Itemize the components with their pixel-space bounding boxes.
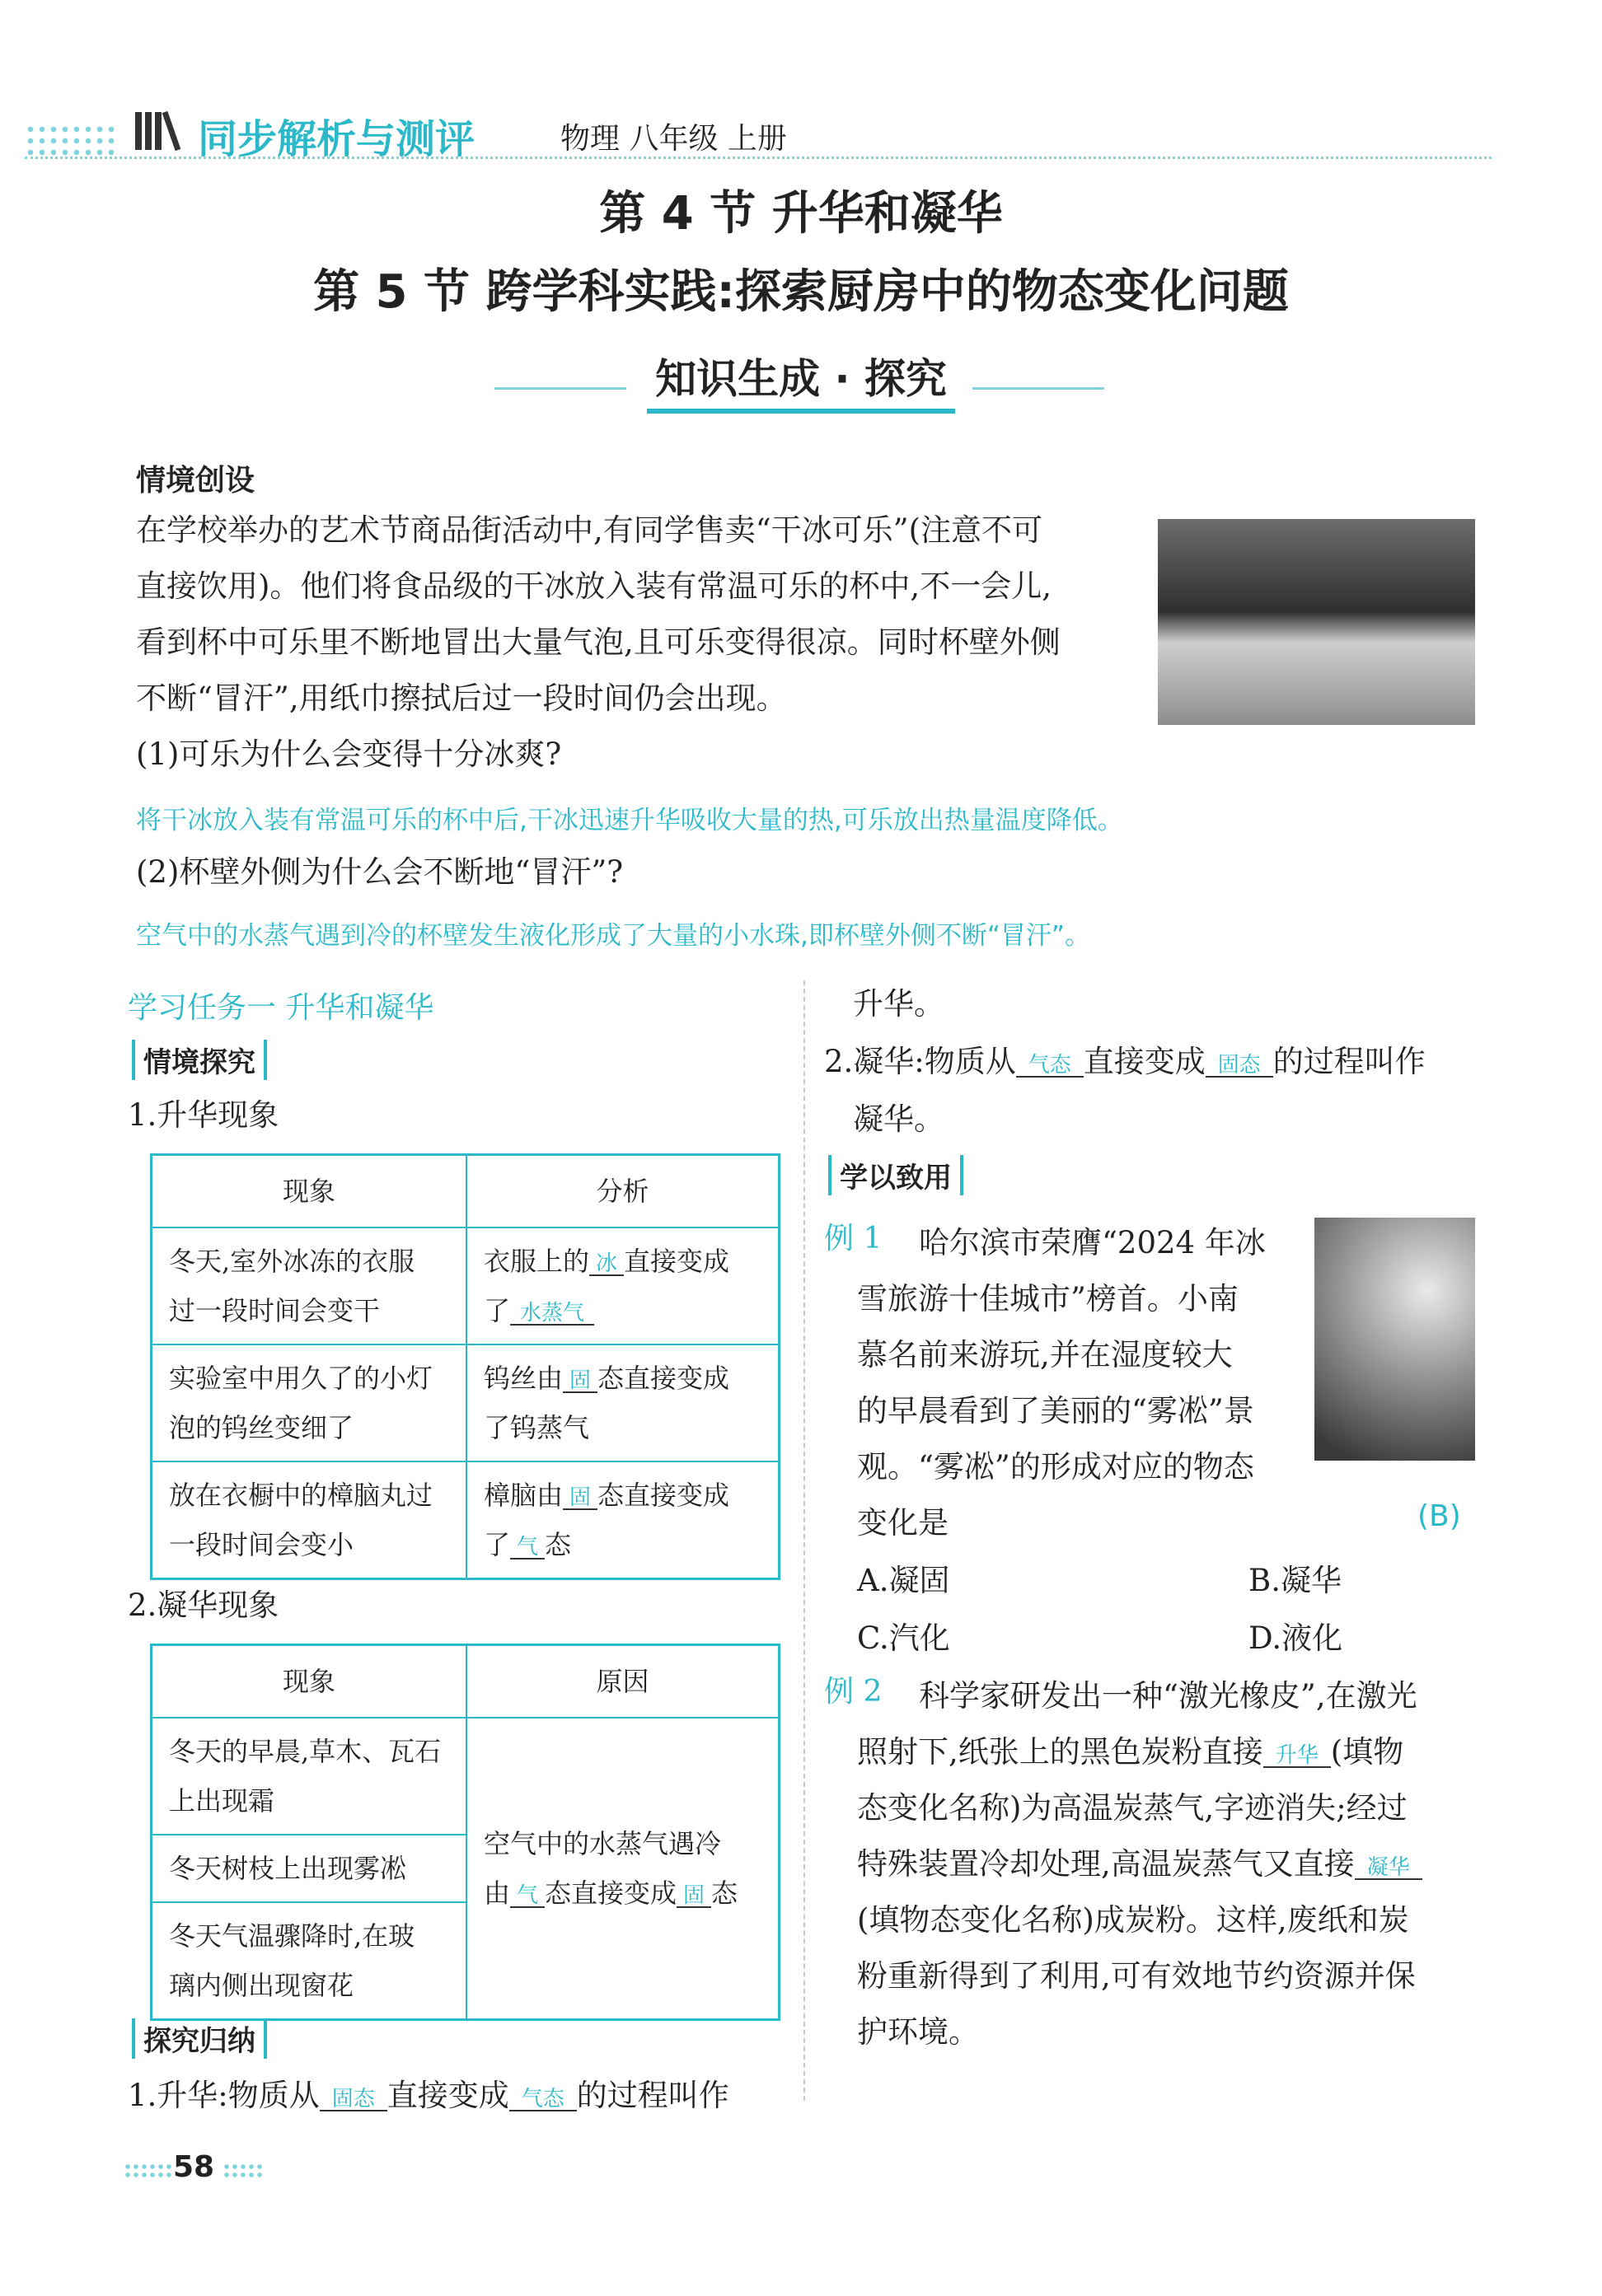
footer-dots: [124, 2163, 173, 2179]
option-c: C.汽化: [857, 1620, 950, 1656]
ex1-line: 慕名前来游玩,并在湿度较大: [857, 1337, 1233, 1372]
cell-text: 由: [484, 1877, 511, 1909]
answer-blank: 气: [510, 1536, 545, 1560]
apply-tag: 学以致用: [828, 1155, 963, 1195]
series-title: 同步解析与测评: [198, 116, 475, 162]
example-1-label: 例 1: [824, 1222, 883, 1256]
task-title: 学习任务一 升华和凝华: [128, 991, 434, 1025]
summary-text: 的过程叫作: [1272, 1044, 1426, 1079]
cell-text: 态直接变成: [597, 1480, 730, 1511]
cell-line: 冬天树枝上出现雾凇: [169, 1853, 407, 1884]
header-dots: [25, 124, 115, 157]
table-row: [152, 1461, 780, 1579]
ex1-line: 雪旅游十佳城市”榜首。小南: [857, 1281, 1239, 1316]
footer-dots: [222, 2163, 264, 2179]
option-d: D.液化: [1248, 1620, 1343, 1656]
summary-text: 的过程叫作: [576, 2078, 729, 2113]
answer-blank: 冰: [589, 1253, 624, 1276]
summary-text: 直接变成: [386, 2078, 509, 2113]
table-row: [152, 1718, 780, 1835]
cell-line: 冬天的早晨,草木、瓦石: [169, 1736, 442, 1767]
option-a: A.凝固: [857, 1563, 950, 1598]
cell-text: 态: [711, 1877, 738, 1909]
ex2-text: 特殊装置冷却处理,高温炭蒸气又直接: [857, 1846, 1355, 1882]
summary-2-cont: 凝华。: [853, 1101, 944, 1137]
knowledge-banner: [0, 346, 1602, 414]
table-header: 分析: [466, 1155, 780, 1228]
cell-text: 樟脑由: [484, 1480, 564, 1511]
rime-photo: [1314, 1218, 1475, 1461]
cell-line: 过一段时间会变干: [169, 1295, 381, 1326]
book-icon: [132, 105, 181, 155]
answer-2: 空气中的水蒸气遇到冷的杯壁发生液化形成了大量的小水珠,即杯壁外侧不断“冒汗”。: [136, 921, 1090, 951]
table-header: 现象: [152, 1645, 467, 1718]
ex2-line: 粉重新得到了利用,可有效地节约资源并保: [857, 1958, 1416, 1994]
cell-text: 衣服上的: [484, 1246, 590, 1277]
dry-ice-cola-photo: [1158, 519, 1475, 725]
cell-text: 态直接变成: [597, 1363, 730, 1394]
question-1: (1)可乐为什么会变得十分冰爽?: [136, 736, 562, 772]
cell-line: 放在衣橱中的樟脑丸过: [169, 1480, 433, 1511]
table-header: 原因: [466, 1645, 780, 1718]
answer-blank: 气: [510, 1885, 545, 1908]
answer-blank: 升华: [1263, 1745, 1331, 1768]
sublimation-heading: 1.升华现象: [128, 1097, 279, 1133]
example-1-answer: (B): [1417, 1499, 1461, 1533]
intro-line: 直接饮用)。他们将食品级的干冰放入装有常温可乐的杯中,不一会儿,: [136, 568, 1052, 604]
summary-text: 2.凝华:物质从: [824, 1044, 1016, 1079]
page-number: 58: [173, 2150, 215, 2184]
cell-text: 态直接变成: [545, 1877, 677, 1909]
ex2-line: (填物态变化名称)成炭粉。这样,废纸和炭: [857, 1902, 1409, 1938]
intro-heading: 情境创设: [136, 464, 255, 498]
example-2-text: [857, 1668, 1483, 2060]
cell-text: 了: [484, 1529, 511, 1560]
cell-line: 泡的钨丝变细了: [169, 1412, 354, 1443]
header-divider: [25, 157, 1492, 159]
banner-text: 知识生成 · 探究: [647, 346, 955, 414]
cell-text: 直接变成: [624, 1246, 730, 1277]
cell-text: 钨丝由: [484, 1363, 564, 1394]
summary-2: [824, 1034, 1426, 1090]
section-title-2: 第 5 节 跨学科实践:探索厨房中的物态变化问题: [313, 265, 1289, 319]
answer-1: 将干冰放入装有常温可乐的杯中后,干冰迅速升华吸收大量的热,可乐放出热量温度降低。: [136, 806, 1123, 835]
ex2-text: 照射下,纸张上的黑色炭粉直接: [857, 1734, 1263, 1770]
ex2-line: 态变化名称)为高温炭蒸气,字迹消失;经过: [857, 1790, 1408, 1826]
deposition-table: [150, 1644, 780, 2021]
summary-1-cont: 升华。: [853, 986, 944, 1022]
summary-text: 直接变成: [1083, 1044, 1206, 1079]
cell-text: 空气中的水蒸气遇冷: [484, 1828, 722, 1859]
table-row: [152, 1227, 780, 1344]
cell-line: 一段时间会变小: [169, 1529, 354, 1560]
explore-tag: 情境探究: [132, 1040, 267, 1080]
ex1-line: 变化是: [857, 1505, 949, 1541]
answer-blank: 气态: [1016, 1054, 1084, 1078]
intro-line: 看到杯中可乐里不断地冒出大量气泡,且可乐变得很凉。同时杯壁外侧: [136, 624, 1061, 660]
column-divider: [803, 980, 805, 2101]
example-2-label: 例 2: [824, 1675, 883, 1709]
sublimation-table: [150, 1153, 780, 1580]
cell-line: 实验室中用久了的小灯: [169, 1363, 433, 1394]
question-2: (2)杯壁外侧为什么会不断地“冒汗”?: [136, 854, 624, 890]
cell-line: 冬天,室外冰冻的衣服: [169, 1246, 415, 1277]
cell-text: 了: [484, 1295, 511, 1326]
ex2-line: 护环境。: [857, 2014, 979, 2050]
cell-line: 冬天气温骤降时,在玻: [169, 1920, 415, 1952]
cell-line: 上出现霜: [169, 1785, 275, 1817]
table-header: 现象: [152, 1155, 467, 1228]
ex1-line: 的早晨看到了美丽的“雾凇”景: [857, 1393, 1254, 1429]
example-1-text: [857, 1215, 1302, 1551]
answer-blank: 水蒸气: [510, 1302, 594, 1326]
cell-line: 璃内侧出现窗花: [169, 1970, 354, 2001]
ex1-line: 哈尔滨市荣膺“2024 年冰: [919, 1225, 1266, 1260]
subject-line: 物理 八年级 上册: [560, 122, 787, 156]
summary-text: 1.升华:物质从: [128, 2078, 320, 2113]
intro-line: 不断“冒汗”,用纸巾擦拭后过一段时间仍会出现。: [136, 680, 787, 716]
answer-blank: 固: [677, 1885, 711, 1908]
cell-text: 了钨蒸气: [484, 1412, 590, 1443]
answer-blank: 固: [563, 1370, 597, 1393]
section-title-1: 第 4 节 升华和凝华: [599, 187, 1003, 241]
intro-text: [136, 503, 1141, 783]
option-b: B.凝华: [1248, 1563, 1342, 1598]
answer-blank: 气态: [509, 2088, 577, 2111]
ex2-text: (填物: [1330, 1734, 1404, 1770]
answer-blank: 固: [563, 1487, 597, 1510]
ex2-line: 科学家研发出一种“激光橡皮”,在激光: [919, 1678, 1417, 1714]
intro-line: 在学校举办的艺术节商品街活动中,有同学售卖“干冰可乐”(注意不可: [136, 512, 1043, 548]
deposition-heading: 2.凝华现象: [128, 1588, 279, 1623]
answer-blank: 凝华: [1355, 1857, 1422, 1880]
table-row: [152, 1344, 780, 1461]
cell-text: 态: [545, 1529, 572, 1560]
answer-blank: 固态: [320, 2088, 387, 2111]
summary-tag: 探究归纳: [132, 2018, 267, 2059]
answer-blank: 固态: [1206, 1054, 1273, 1078]
summary-1: [128, 2068, 729, 2124]
ex1-line: 观。“雾凇”的形成对应的物态: [857, 1449, 1254, 1485]
